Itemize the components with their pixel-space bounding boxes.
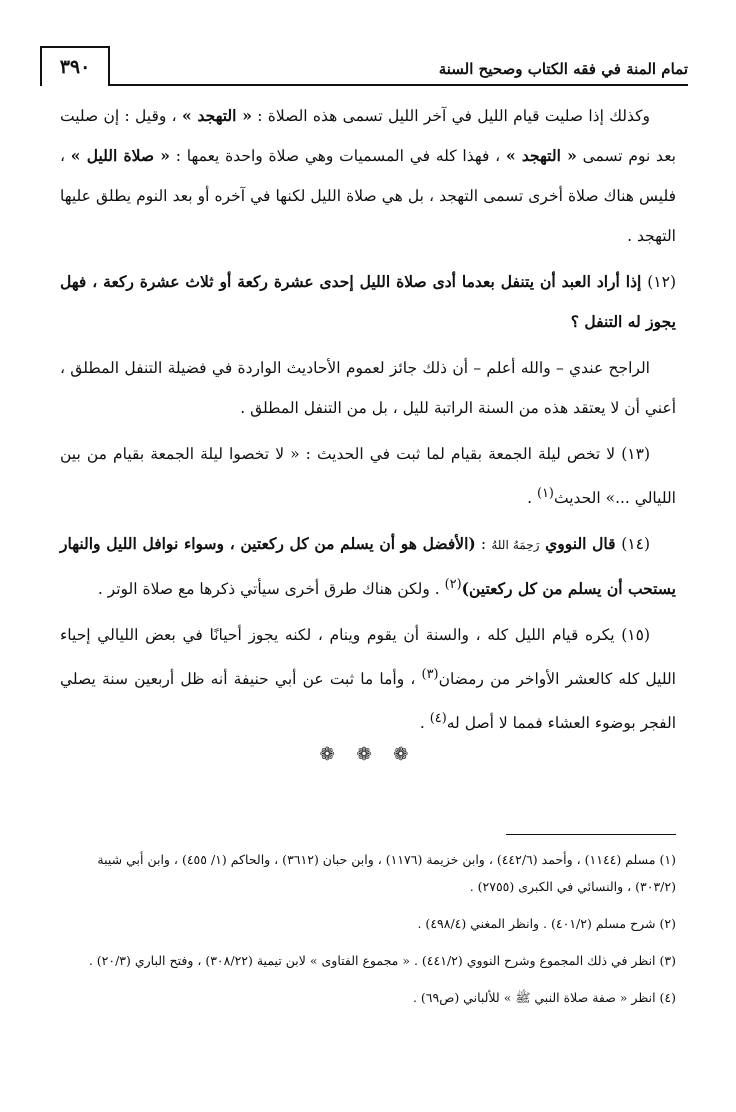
paragraph-12 [60, 262, 676, 342]
item-number: (١٣) [621, 445, 650, 463]
paragraph-15 [60, 615, 676, 743]
paragraph-14 [60, 524, 676, 609]
paragraph-tahajjud [60, 96, 676, 256]
text-run: . ولكن هناك طرق أخرى سيأتي ذكرها مع صلاة الوتر . [97, 580, 445, 599]
footnote-4: (٤) انظر « صفة صلاة النبي ﷺ » للألباني (ص٦٩) . [412, 990, 676, 1005]
main-text [60, 96, 676, 750]
bold-term: قال النووي [539, 534, 622, 554]
bold-quote: (الأفضل هو أن يسلم من كل ركعتين ، وسواء نوافل الليل والنهار يستحب أن يسلم من كل ركعتين) [60, 534, 676, 599]
text-run: يكره قيام الليل كله ، والسنة أن يقوم وينام ، لكنه يجوز أحيانًا في بعض الليالي إحياء الليل كله كالعشر الأواخر من رمضان [60, 626, 676, 689]
footnote-marker[interactable]: (٣) [421, 667, 439, 683]
item-number: (١٤) [621, 535, 651, 554]
section-ornament: ❁ ❁ ❁ [319, 744, 417, 765]
text-run: ، فهذا كله في المسميات وهي صلاة واحدة يعمها : [169, 147, 506, 165]
text-run: لا تخص ليلة الجمعة بقيام لما ثبت في الحديث : « لا تخصوا ليلة الجمعة بقيام من بين الليالي ...» الحديث [60, 445, 676, 508]
paragraph-answer [60, 348, 676, 428]
page-number: ٣٩٠ [40, 46, 110, 86]
text-run: ، وقيل : إن صليت بعد نوم تسمى [60, 107, 676, 165]
footnote-2: (٢) شرح مسلم (٤٠١/٢) . وانظر المغني (٤٩٨/٤) . [417, 916, 676, 931]
bold-term: « صلاة الليل » [70, 146, 170, 165]
bold-question: إذا أراد العبد أن يتنفل بعدما أدى صلاة الليل إحدى عشرة ركعة أو ثلاث عشرة ركعة ، فهل يجوز له التنفل ؟ [60, 272, 676, 331]
footnote-1: (١) مسلم (١١٤٤) ، وأحمد (٤٤٢/٦) ، وابن خزيمة (١١٧٦) ، وابن حبان (٣٦١٢) ، والحاكم (١/ ٤٥٥) ، وابن أبي شيبة (٣٠٣/٢) ، والنسائي في الكبرى (٢٧٥٥) . [97, 852, 676, 894]
page-header [40, 40, 688, 86]
footnote-divider [506, 834, 676, 835]
text-run: . [419, 714, 430, 733]
footnotes [60, 842, 676, 1021]
running-title: تمام المنة في فقه الكتاب وصحيح السنة [438, 60, 688, 78]
item-number: (١٢) [647, 273, 676, 291]
text-run: وكذلك إذا صليت قيام الليل في آخر الليل تسمى هذه الصلاة : [251, 107, 650, 125]
paragraph-13 [60, 434, 676, 518]
bold-term: « التهجد » [181, 106, 252, 125]
bold-term: « التهجد » [505, 146, 577, 165]
honorific-glyph: رَحِمَهُ اللهُ [491, 538, 540, 553]
text-run: . [527, 489, 537, 508]
footnote-3: (٣) انظر في ذلك المجموع وشرح النووي (٤٤١/٢) . « مجموع الفتاوى » لابن تيمية (٣٠٨/٢٢) ، وفتح الباري (٢٠/٣) . [88, 953, 676, 968]
footnote-marker[interactable]: (١) [536, 486, 554, 501]
footnote-marker[interactable]: (٤) [429, 711, 447, 727]
text-run: : [475, 535, 492, 554]
footnote-marker[interactable]: (٢) [444, 577, 462, 593]
text-run: ، فليس هناك صلاة أخرى تسمى التهجد ، بل هي صلاة الليل لكنها في آخره أو بعد النوم يطلق عليها التهجد . [60, 147, 676, 245]
text-run: الراجح عندي – والله أعلم – أن ذلك جائز لعموم الأحاديث الواردة في فضيلة التنفل المطلق ، أعني أن لا يعتقد هذه من السنة الراتبة لليل ، بل من التنفل المطلق . [60, 359, 676, 417]
text-run: ، وأما ما ثبت عن أبي حنيفة أنه ظل أربعين سنة يصلي الفجر بوضوء العشاء فمما لا أصل له [60, 670, 676, 733]
item-number: (١٥) [621, 626, 650, 645]
